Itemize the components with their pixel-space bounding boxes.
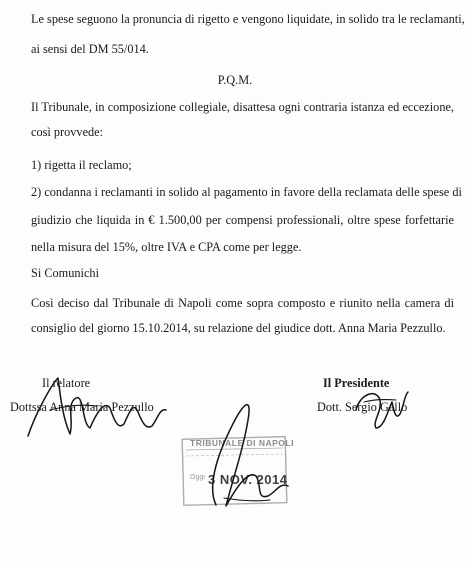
rapporteur-name: Dottssa Anna Maria Pezzullo <box>10 400 154 414</box>
closing-line2: consiglio del giorno 15.10.2014, su relazione del giudice dott. Anna Maria Pezzullo. <box>31 321 446 335</box>
paragraph-costs-line2: ai sensi del DM 55/014. <box>31 42 149 56</box>
closing-line1: Così deciso dal Tribunale di Napoli come sopra composto e riunito nella camera di <box>31 296 454 310</box>
ruling-item-2-line3: nella misura del 15%, oltre IVA e CPA come per legge. <box>31 240 302 254</box>
stamp-prefix: Oggi <box>190 474 205 481</box>
president-signature <box>356 392 408 428</box>
rapporteur-signature <box>28 378 166 436</box>
president-title: Il Presidente <box>323 376 390 390</box>
paragraph-tribunal-line2: così provvede: <box>31 125 104 139</box>
ruling-item-1: 1) rigetta il reclamo; <box>31 158 132 172</box>
communicate-line: Si Comunichi <box>31 266 99 280</box>
ruling-item-2-line2: giudizio che liquida in € 1.500,00 per compensi professionali, oltre spese forfettarie <box>31 213 454 227</box>
rapporteur-title: Il relatore <box>42 376 91 390</box>
paragraph-tribunal-line1: Il Tribunale, in composizione collegiale, disattesa ogni contraria istanza ed eccezione, <box>31 100 454 114</box>
ruling-item-2-line1: 2) condanna i reclamanti in solido al pagamento in favore della reclamata delle spese di <box>31 185 462 199</box>
stamp-date: 3 NOV. 2014 <box>208 472 288 487</box>
stamp-header: TRIBUNALE DI NAPOLI <box>190 438 294 448</box>
pqm-heading: P.Q.M. <box>217 73 253 87</box>
paragraph-costs-line1: Le spese seguono la pronuncia di rigetto e vengono liquidate, in solido tra le reclamanti, <box>31 12 465 26</box>
flourish-signature <box>213 405 288 506</box>
president-name: Dott. Sergio Gallo <box>317 400 408 414</box>
